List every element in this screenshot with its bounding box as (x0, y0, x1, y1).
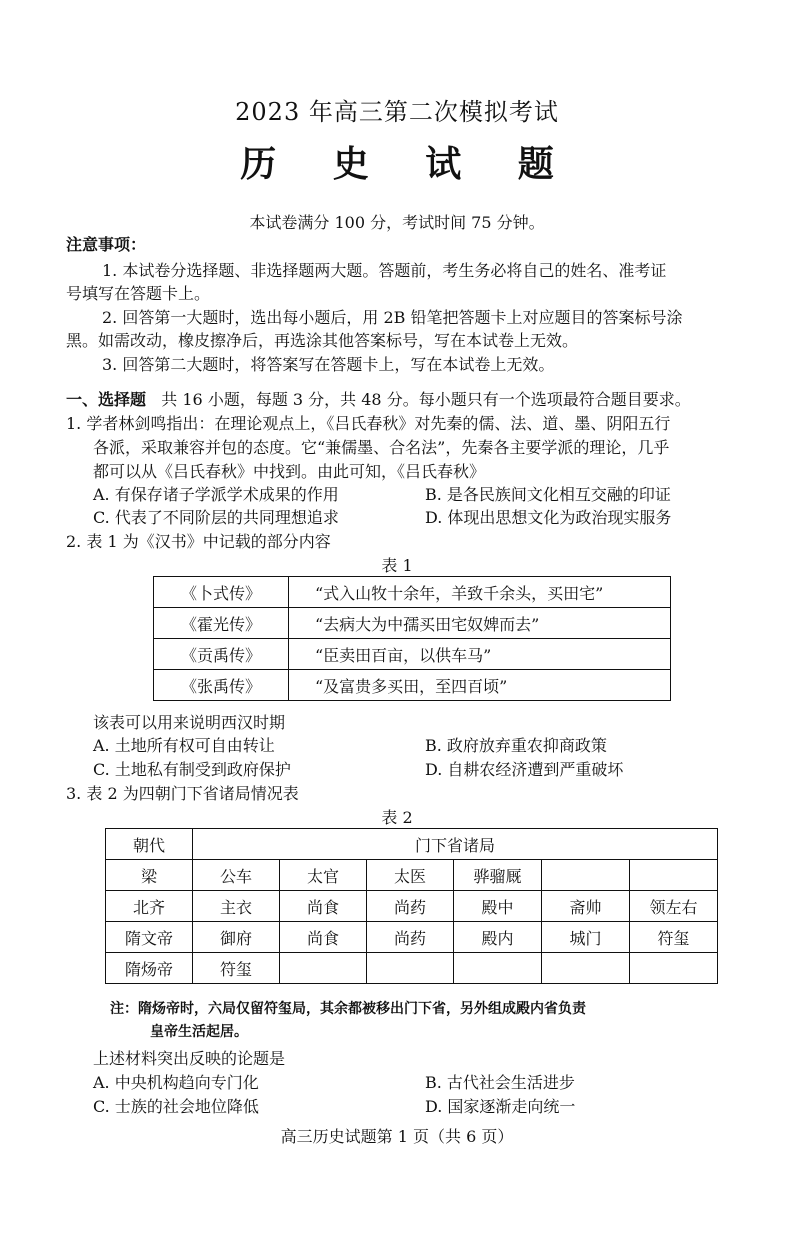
table-cell: 领左右 (630, 891, 718, 922)
note-line: 1. 本试卷分选择题、非选择题两大题。答题前，考生务必将自己的姓名、准考证 (102, 261, 667, 280)
table-cell: 公车 (193, 860, 280, 891)
exam-title: 2023 年高三第二次模拟考试 (235, 98, 559, 126)
table-cell: 《张禹传》 (154, 670, 289, 701)
table-row (106, 922, 718, 953)
q2-option-c[interactable]: C. 土地私有制受到政府保护 (93, 760, 291, 779)
table-row (154, 608, 671, 639)
table-row (106, 860, 718, 891)
table-cell: 尚食 (280, 922, 367, 953)
subject-title: 历 史 试 题 (240, 143, 576, 185)
table-cell (367, 953, 454, 984)
table-row (106, 953, 718, 984)
table-cell: 隋炀帝 (106, 953, 193, 984)
q1-option-a[interactable]: A. 有保存诸子学派学术成果的作用 (93, 485, 339, 504)
note-line: 黑。如需改动，橡皮擦净后，再选涂其他答案标号，写在本试卷上无效。 (66, 331, 579, 350)
table-1 (153, 576, 671, 701)
table-cell: 骅骝厩 (454, 860, 542, 891)
note-line: 号填写在答题卡上。 (66, 284, 211, 303)
table-cell: 符玺 (193, 953, 280, 984)
section-heading (66, 387, 691, 410)
table-2-note: 皇帝生活起居。 (150, 1024, 248, 1040)
table-cell (454, 953, 542, 984)
question-1-line: 1. 学者林剑鸣指出：在理论观点上，《吕氏春秋》对先秦的儒、法、道、墨、阴阳五行 (66, 414, 671, 433)
q2-option-a[interactable]: A. 土地所有权可自由转让 (93, 736, 275, 755)
table-cell: 北齐 (106, 891, 193, 922)
table-cell (630, 953, 718, 984)
table-cell: 城门 (542, 922, 630, 953)
note-line: 2. 回答第一大题时，选出每小题后，用 2B 铅笔把答题卡上对应题目的答案标号涂 (102, 308, 683, 327)
table-cell: 尚药 (367, 891, 454, 922)
table-cell (542, 953, 630, 984)
table-cell: 尚药 (367, 922, 454, 953)
section-desc: 共 16 小题，每题 3 分，共 48 分。每小题只有一个选项最符合题目要求。 (161, 390, 691, 409)
table-cell: “去病大为中孺买田宅奴婢而去” (289, 608, 671, 639)
table-cell: 御府 (193, 922, 280, 953)
q3-option-d[interactable]: D. 国家逐渐走向统一 (425, 1097, 576, 1116)
table-cell: 斋帅 (542, 891, 630, 922)
table-2 (105, 828, 718, 984)
table-cell: 太医 (367, 860, 454, 891)
table-row (106, 891, 718, 922)
table-row (154, 670, 671, 701)
table-cell (630, 860, 718, 891)
section-title: 一、选择题 (66, 390, 147, 409)
table-cell (542, 860, 630, 891)
table-cell (280, 953, 367, 984)
note-line: 3. 回答第二大题时，将答案写在答题卡上，写在本试卷上无效。 (102, 355, 555, 374)
q3-option-c[interactable]: C. 士族的社会地位降低 (93, 1097, 259, 1116)
table-cell: “臣卖田百亩，以供车马” (289, 639, 671, 670)
table-cell: 《卜式传》 (154, 577, 289, 608)
exam-info: 本试卷满分 100 分，考试时间 75 分钟。 (249, 213, 545, 232)
table-cell: 尚食 (280, 891, 367, 922)
question-2-stem: 2. 表 1 为《汉书》中记载的部分内容 (66, 532, 331, 551)
q1-option-b[interactable]: B. 是各民族间文化相互交融的印证 (425, 485, 671, 504)
table-row (154, 577, 671, 608)
question-3-followup: 上述材料突出反映的论题是 (93, 1049, 286, 1068)
table-cell: “式入山牧十余年，羊致千余头，买田宅” (289, 577, 671, 608)
table-2-note: 注：隋炀帝时，六局仅留符玺局，其余都被移出门下省，另外组成殿内省负责 (110, 1001, 586, 1017)
q2-option-b[interactable]: B. 政府放弃重农抑商政策 (425, 736, 607, 755)
q3-option-b[interactable]: B. 古代社会生活进步 (425, 1073, 575, 1092)
table-cell: 太官 (280, 860, 367, 891)
page-footer: 高三历史试题第 1 页（共 6 页） (280, 1127, 514, 1146)
notes-heading: 注意事项： (66, 235, 147, 254)
table-cell: 殿内 (454, 922, 542, 953)
table-header-row (106, 829, 718, 860)
question-1-line: 都可以从《吕氏春秋》中找到。由此可知，《吕氏春秋》 (93, 462, 486, 481)
table-cell: 符玺 (630, 922, 718, 953)
question-1-line: 各派，采取兼容并包的态度。它“兼儒墨、合名法”，先秦各主要学派的理论，几乎 (93, 438, 670, 457)
table-header-cell: 门下省诸局 (193, 829, 718, 860)
table-header-cell: 朝代 (106, 829, 193, 860)
table-cell: 隋文帝 (106, 922, 193, 953)
table-1-title: 表 1 (381, 556, 413, 575)
question-2-followup: 该表可以用来说明西汉时期 (93, 713, 286, 732)
table-cell: 梁 (106, 860, 193, 891)
table-cell: 《霍光传》 (154, 608, 289, 639)
table-2-title: 表 2 (381, 808, 413, 827)
q3-option-a[interactable]: A. 中央机构趋向专门化 (93, 1073, 259, 1092)
table-cell: 《贡禹传》 (154, 639, 289, 670)
table-cell: “及富贵多买田，至四百顷” (289, 670, 671, 701)
q2-option-d[interactable]: D. 自耕农经济遭到严重破坏 (425, 760, 624, 779)
table-cell: 主衣 (193, 891, 280, 922)
table-cell: 殿中 (454, 891, 542, 922)
q1-option-d[interactable]: D. 体现出思想文化为政治现实服务 (425, 508, 672, 527)
table-row (154, 639, 671, 670)
question-3-stem: 3. 表 2 为四朝门下省诸局情况表 (66, 784, 299, 803)
q1-option-c[interactable]: C. 代表了不同阶层的共同理想追求 (93, 508, 339, 527)
